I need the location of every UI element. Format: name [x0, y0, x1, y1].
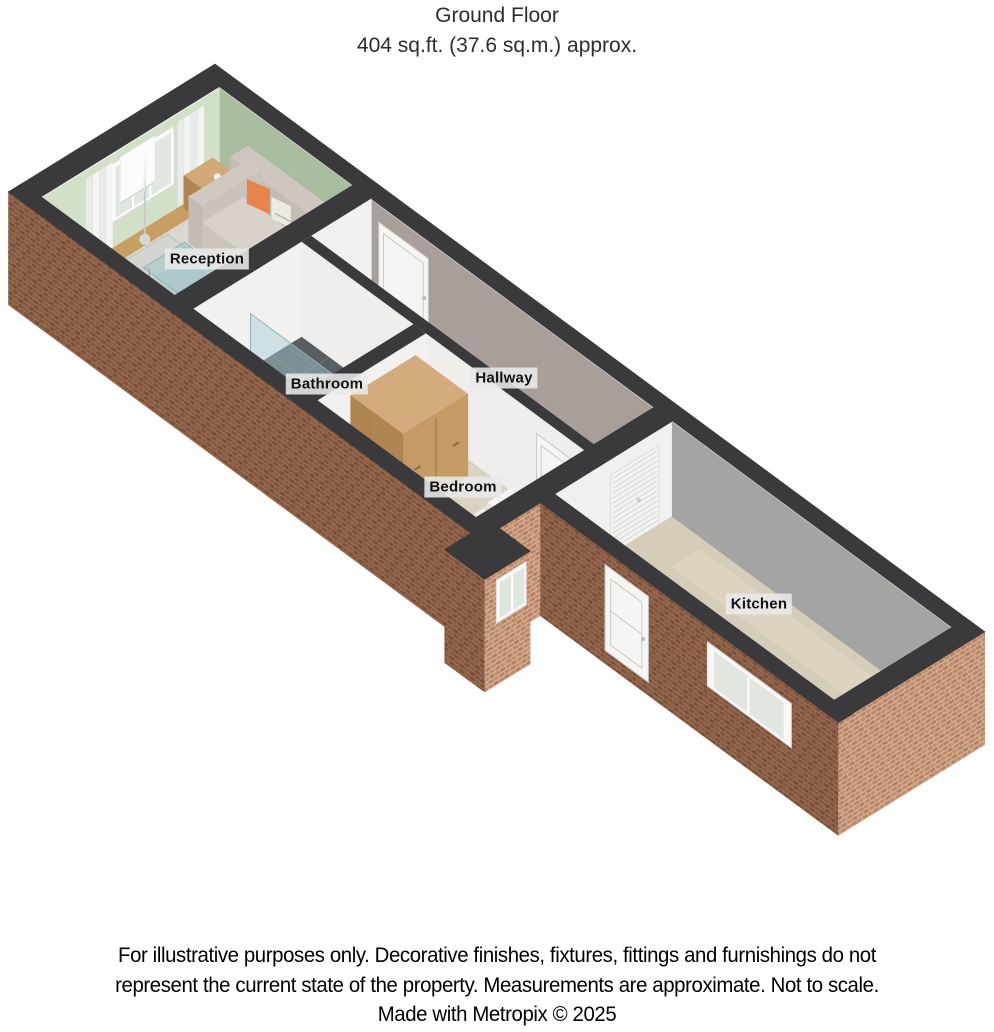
- disclaimer-footer: [0, 941, 994, 1030]
- disclaimer-line-2: represent the current state of the property. Measurements are approximate. Not to scale.: [115, 973, 879, 997]
- disclaimer-line-1: For illustrative purposes only. Decorative finishes, fixtures, fittings and furnishings do not: [118, 944, 876, 967]
- room-label-reception: Reception: [165, 249, 249, 270]
- room-label-hallway: Hallway: [470, 368, 537, 389]
- room-label-bathroom: Bathroom: [286, 374, 368, 395]
- room-label-kitchen: Kitchen: [726, 594, 792, 615]
- credit-line: Made with Metropix © 2025: [377, 1003, 617, 1026]
- room-label-bedroom: Bedroom: [424, 477, 501, 498]
- floor-area-text: 404 sq.ft. (37.6 sq.m.) approx.: [356, 34, 638, 57]
- floor-title: Ground Floor: [435, 4, 559, 27]
